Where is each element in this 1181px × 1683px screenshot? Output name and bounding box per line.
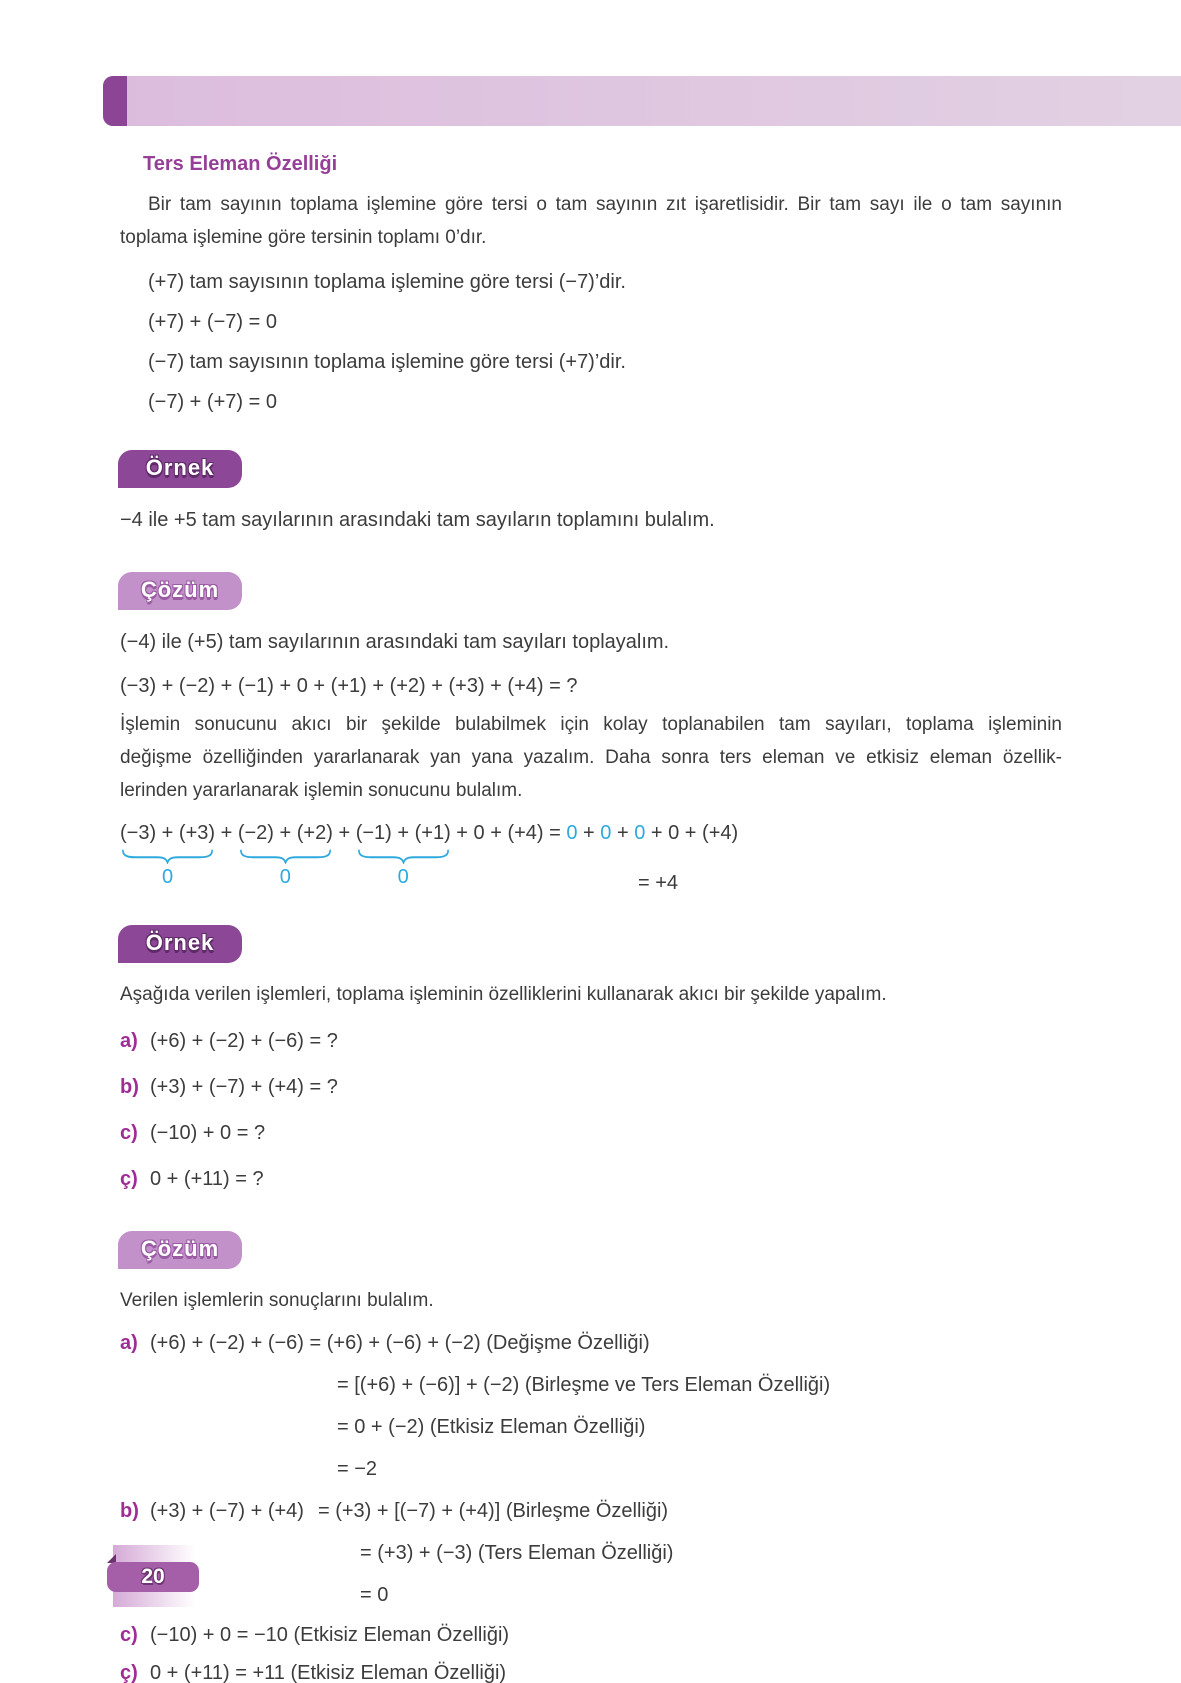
ornek-badge-label: Örnek [145, 930, 215, 955]
item-label: c) [120, 1624, 138, 1646]
math-line: (−7) tam sayısının toplama işlemine göre tersi (+7)’dir. [148, 351, 626, 373]
item-expression: 0 + (+11) = ? [150, 1168, 264, 1190]
equation-middle: + 0 + (+4) = [450, 822, 567, 844]
example-prompt: −4 ile +5 tam sayılarının arasındaki tam sayıların toplamını bulalım. [120, 509, 715, 531]
zero-value: 0 [600, 822, 612, 844]
item-label: ç) [120, 1662, 138, 1683]
item-label: a) [120, 1332, 138, 1354]
step-expression: = (+3) + [(−7) + (+4)] (Birleşme Özelliği) [317, 1500, 669, 1522]
solution-line: (−3) + (−2) + (−1) + 0 + (+1) + (+2) + (+3) + (+4) = ? [120, 675, 578, 697]
plus-operator: + [332, 822, 356, 844]
solution-step [120, 1331, 1062, 1355]
zero-value: 0 [634, 822, 646, 844]
section-header-bar [103, 76, 1181, 126]
plus-operator: + [215, 822, 238, 844]
plus-operator: + [577, 822, 601, 844]
pair-group [237, 821, 333, 888]
step-expression: (+6) + (−2) + (−6) = (+6) + (−6) + (−2) (Değişme Özelliği) [150, 1332, 650, 1354]
step-expression: (+3) + (−7) + (+4) [150, 1500, 304, 1522]
pair-group [355, 821, 451, 888]
cozum-badge-label: Çözüm [140, 1236, 220, 1261]
page-footer [103, 1545, 223, 1609]
item-expression: (−10) + 0 = ? [150, 1122, 266, 1144]
grouped-equation [120, 821, 1062, 888]
underbrace-icon [239, 849, 332, 864]
solution-step [120, 1623, 1062, 1647]
cozum-badge-label: Çözüm [140, 577, 220, 602]
math-line: (−7) + (+7) = 0 [148, 391, 277, 413]
solution-line: (−4) ile (+5) tam sayılarının arasındaki tam sayıları toplayalım. [120, 631, 670, 653]
underbrace-icon [357, 849, 450, 864]
item-expression: (+6) + (−2) + (−6) = ? [150, 1030, 338, 1052]
list-item [120, 1167, 1062, 1191]
equation-result: = +4 [638, 872, 679, 894]
item-label: b) [120, 1076, 139, 1098]
ornek-badge [118, 925, 242, 963]
solution-paragraph [120, 708, 1062, 807]
solution-step: = [(+6) + (−6)] + (−2) (Birleşme ve Ters Eleman Özelliği) [337, 1374, 831, 1396]
pair-expression: (−1) + (+1) [355, 822, 451, 844]
item-label: b) [120, 1500, 139, 1522]
underbrace-icon [121, 849, 214, 864]
solution-step [120, 1499, 1062, 1523]
pair-expression: (−2) + (+2) [237, 822, 333, 844]
pair-expression: (−3) + (+3) [120, 822, 216, 844]
page-number: 20 [141, 1565, 165, 1588]
item-expression: (+3) + (−7) + (+4) = ? [150, 1076, 338, 1098]
cozum-badge [118, 1231, 242, 1269]
item-label: c) [120, 1122, 138, 1144]
solution-step: = (+3) + (−3) (Ters Eleman Özelliği) [360, 1542, 674, 1564]
paragraph-line: Bir tam sayının toplama işlemine göre tersi o tam sayının zıt işaretlisidir. Bir tam sayı ile o tam sayının [148, 194, 1062, 215]
equation-tail: + 0 + (+4) [645, 822, 739, 844]
paragraph-line: toplama işlemine göre tersinin toplamı 0’dır. [120, 227, 487, 248]
ornek-badge-label: Örnek [145, 455, 215, 480]
section-title: Ters Eleman Özelliği [143, 153, 338, 175]
pair-group [120, 821, 216, 888]
math-line: (+7) + (−7) = 0 [148, 311, 277, 333]
paragraph-line: İşlemin sonucunu akıcı bir şekilde bulabilmek için kolay toplanabilen tam sayıları, toplama işleminin [120, 714, 1062, 735]
solution-step [120, 1661, 1062, 1683]
solution-intro: Verilen işlemlerin sonuçlarını bulalım. [120, 1290, 434, 1311]
header-bar-cap [103, 76, 127, 126]
example-prompt: Aşağıda verilen işlemleri, toplama işleminin özelliklerini kullanarak akıcı bir şekilde yapalım. [120, 984, 887, 1005]
ornek-badge [118, 450, 242, 488]
step-expression: 0 + (+11) = +11 (Etkisiz Eleman Özelliği) [150, 1662, 507, 1683]
cozum-badge [118, 572, 242, 610]
page-number-badge [107, 1562, 199, 1592]
item-label: a) [120, 1030, 138, 1052]
solution-step: = −2 [337, 1458, 378, 1480]
step-expression: (−10) + 0 = −10 (Etkisiz Eleman Özelliği) [150, 1624, 510, 1646]
brace-zero-label: 0 [279, 866, 291, 888]
paragraph-line: lerinden yararlanarak işlemin sonucunu bulalım. [120, 780, 523, 801]
item-label: ç) [120, 1168, 138, 1190]
brace-zero-label: 0 [397, 866, 409, 888]
brace-zero-label: 0 [161, 866, 174, 888]
list-item [120, 1075, 1062, 1099]
zero-value: 0 [566, 822, 578, 844]
plus-operator: + [611, 822, 635, 844]
solution-step: = 0 + (−2) (Etkisiz Eleman Özelliği) [337, 1416, 646, 1438]
list-item [120, 1121, 1062, 1145]
paragraph-line: değişme özelliğinden yararlanarak yan yana yazalım. Daha sonra ters eleman ve etkisiz eleman özellik- [120, 747, 1062, 768]
solution-step: = 0 [360, 1584, 389, 1606]
list-item [120, 1029, 1062, 1053]
intro-paragraph [120, 188, 1062, 254]
math-line: (+7) tam sayısının toplama işlemine göre tersi (−7)’dir. [148, 271, 626, 293]
page-content [0, 126, 1181, 1683]
